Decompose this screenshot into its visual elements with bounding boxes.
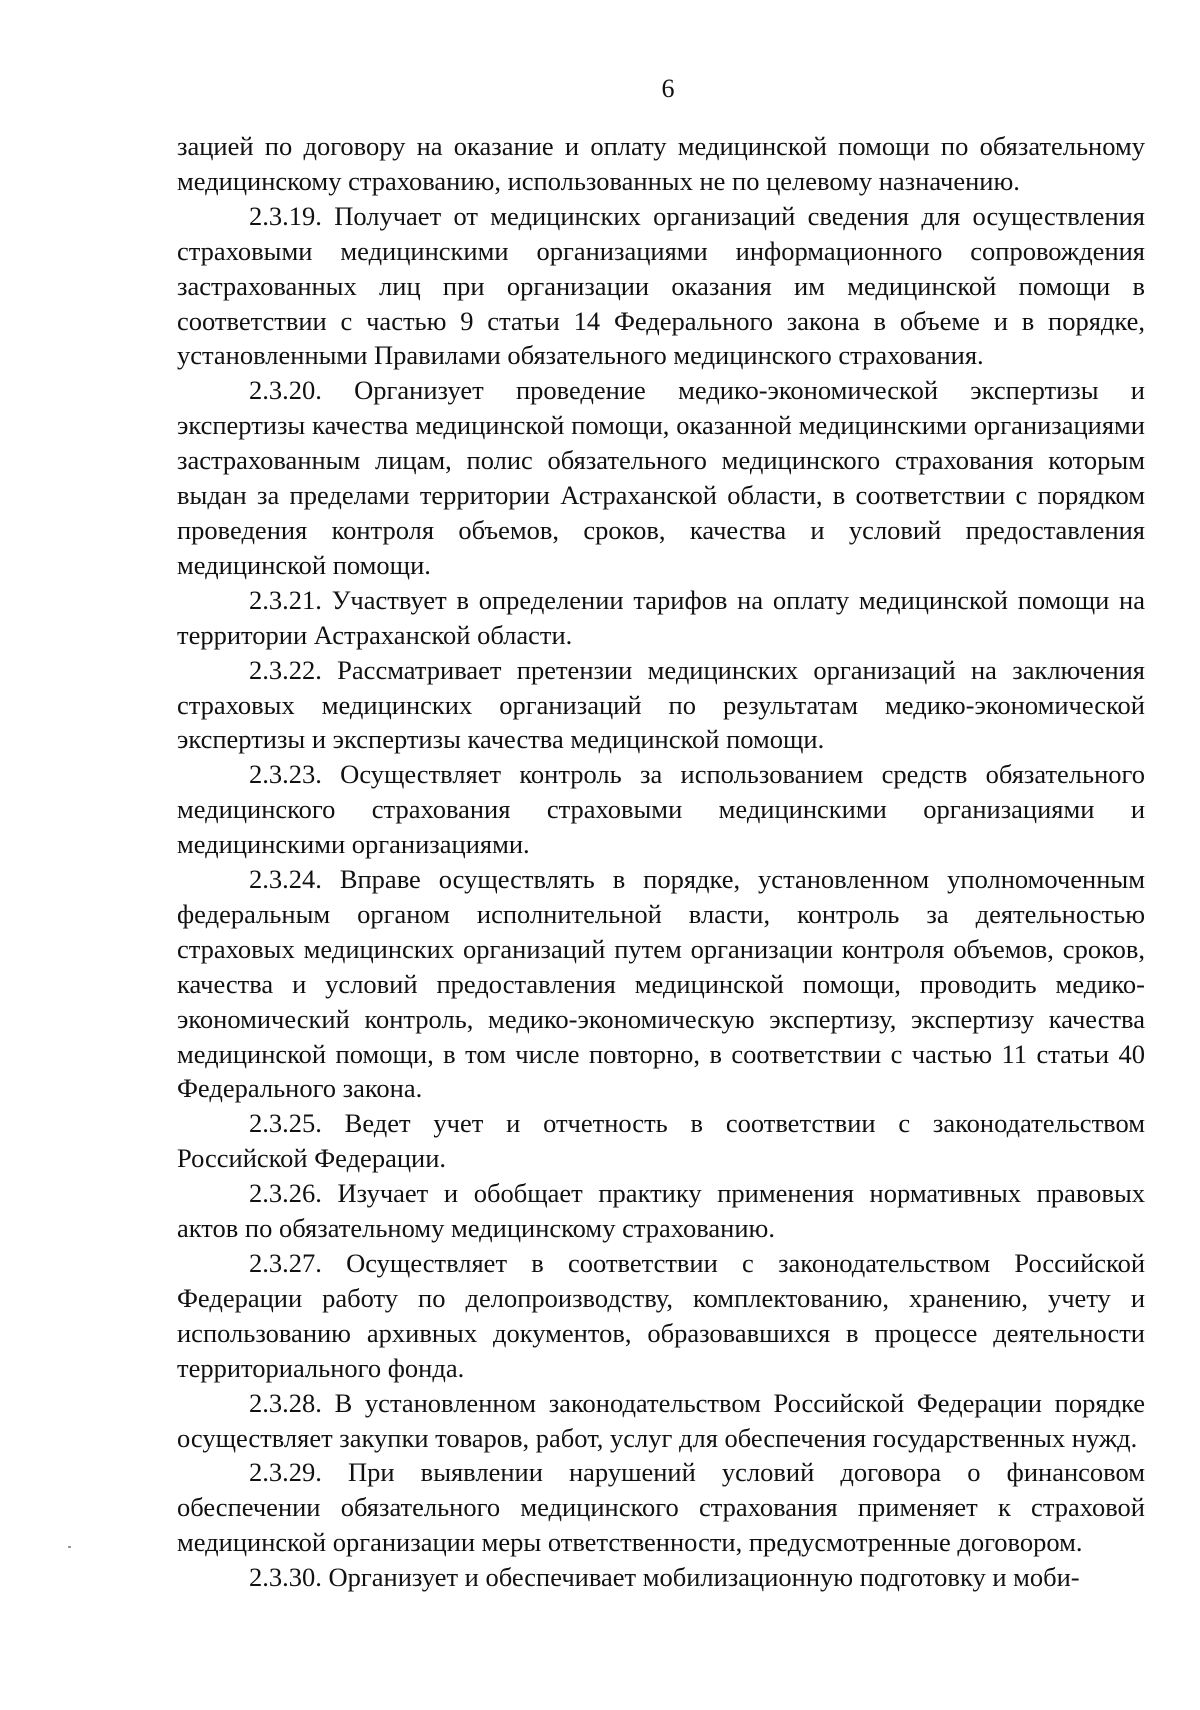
paragraph-2-3-22: 2.3.22. Рассматривает претензии медицинских организаций на заключения страховых медицинских организаций по результатам медико-экономической экспертизы и экспертизы качества медицинской помощи. <box>177 654 1145 755</box>
paragraph-2-3-24: 2.3.24. Вправе осуществлять в порядке, установленном уполномоченным федеральным органом исполнительной власти, контроль за деятельностью страховых медицинских организаций путем организации контроля объемов, сроков, качества и условий предоставления медицинской помощи, проводить медико-экономический контроль, медико-экономическую экспертизу, экспертизу качества медицинской помощи, в том числе повторно, в соответствии с частью 11 статьи 40 Федерального закона. <box>177 864 1145 1104</box>
paragraph-2-3-23: 2.3.23. Осуществляет контроль за использованием средств обязательного медицинского страхования страховыми медицинскими организациями и медицинскими организациями. <box>177 759 1145 860</box>
paragraph-2-3-29: 2.3.29. При выявлении нарушений условий договора о финансовом обеспечении обязательного медицинского страхования применяет к страховой медицинской организации меры ответственности, предусмотренные договором. <box>177 1457 1145 1558</box>
paragraph-2-3-26: 2.3.26. Изучает и обобщает практику применения нормативных правовых актов по обязательному медицинскому страхованию. <box>177 1178 1145 1244</box>
paragraph-2-3-19: 2.3.19. Получает от медицинских организаций сведения для осуществления страховыми медицинскими организациями информационного сопровождения застрахованных лиц при организации оказания им медицинской помощи в соответствии с частью 9 статьи 14 Федерального закона в объеме и в порядке, установленными Правилами обязательного медицинского страхования. <box>177 200 1145 371</box>
paragraph-continuation: зацией по договору на оказание и оплату медицинской помощи по обязательному медицинскому страхованию, использованных не по целевому назначению. <box>177 131 1145 196</box>
document-body <box>177 129 1145 1595</box>
scan-artifact-mark <box>68 1546 71 1548</box>
paragraph-2-3-27: 2.3.27. Осуществляет в соответствии с законодательством Российской Федерации работу по делопроизводству, комплектованию, хранению, учету и использованию архивных документов, образовавшихся в процессе деятельности территориального фонда. <box>177 1248 1145 1383</box>
paragraph-2-3-20: 2.3.20. Организует проведение медико-экономической экспертизы и экспертизы качества медицинской помощи, оказанной медицинскими организациями застрахованным лицам, полис обязательного медицинского страхования которым выдан за пределами территории Астраханской области, в соответствии с порядком проведения контроля объемов, сроков, качества и условий предоставления медицинской помощи. <box>177 375 1145 580</box>
paragraph-2-3-25: 2.3.25. Ведет учет и отчетность в соответствии с законодательством Российской Федерации. <box>177 1108 1145 1174</box>
paragraph-2-3-30: 2.3.30. Организует и обеспечивает мобилизационную подготовку и моби- <box>249 1562 1080 1593</box>
page-number: 6 <box>661 74 675 103</box>
paragraph-2-3-28: 2.3.28. В установленном законодательством Российской Федерации порядке осуществляет закупки товаров, работ, услуг для обеспечения государственных нужд. <box>177 1387 1145 1453</box>
paragraph-2-3-21: 2.3.21. Участвует в определении тарифов на оплату медицинской помощи на территории Астраханской области. <box>177 584 1145 650</box>
